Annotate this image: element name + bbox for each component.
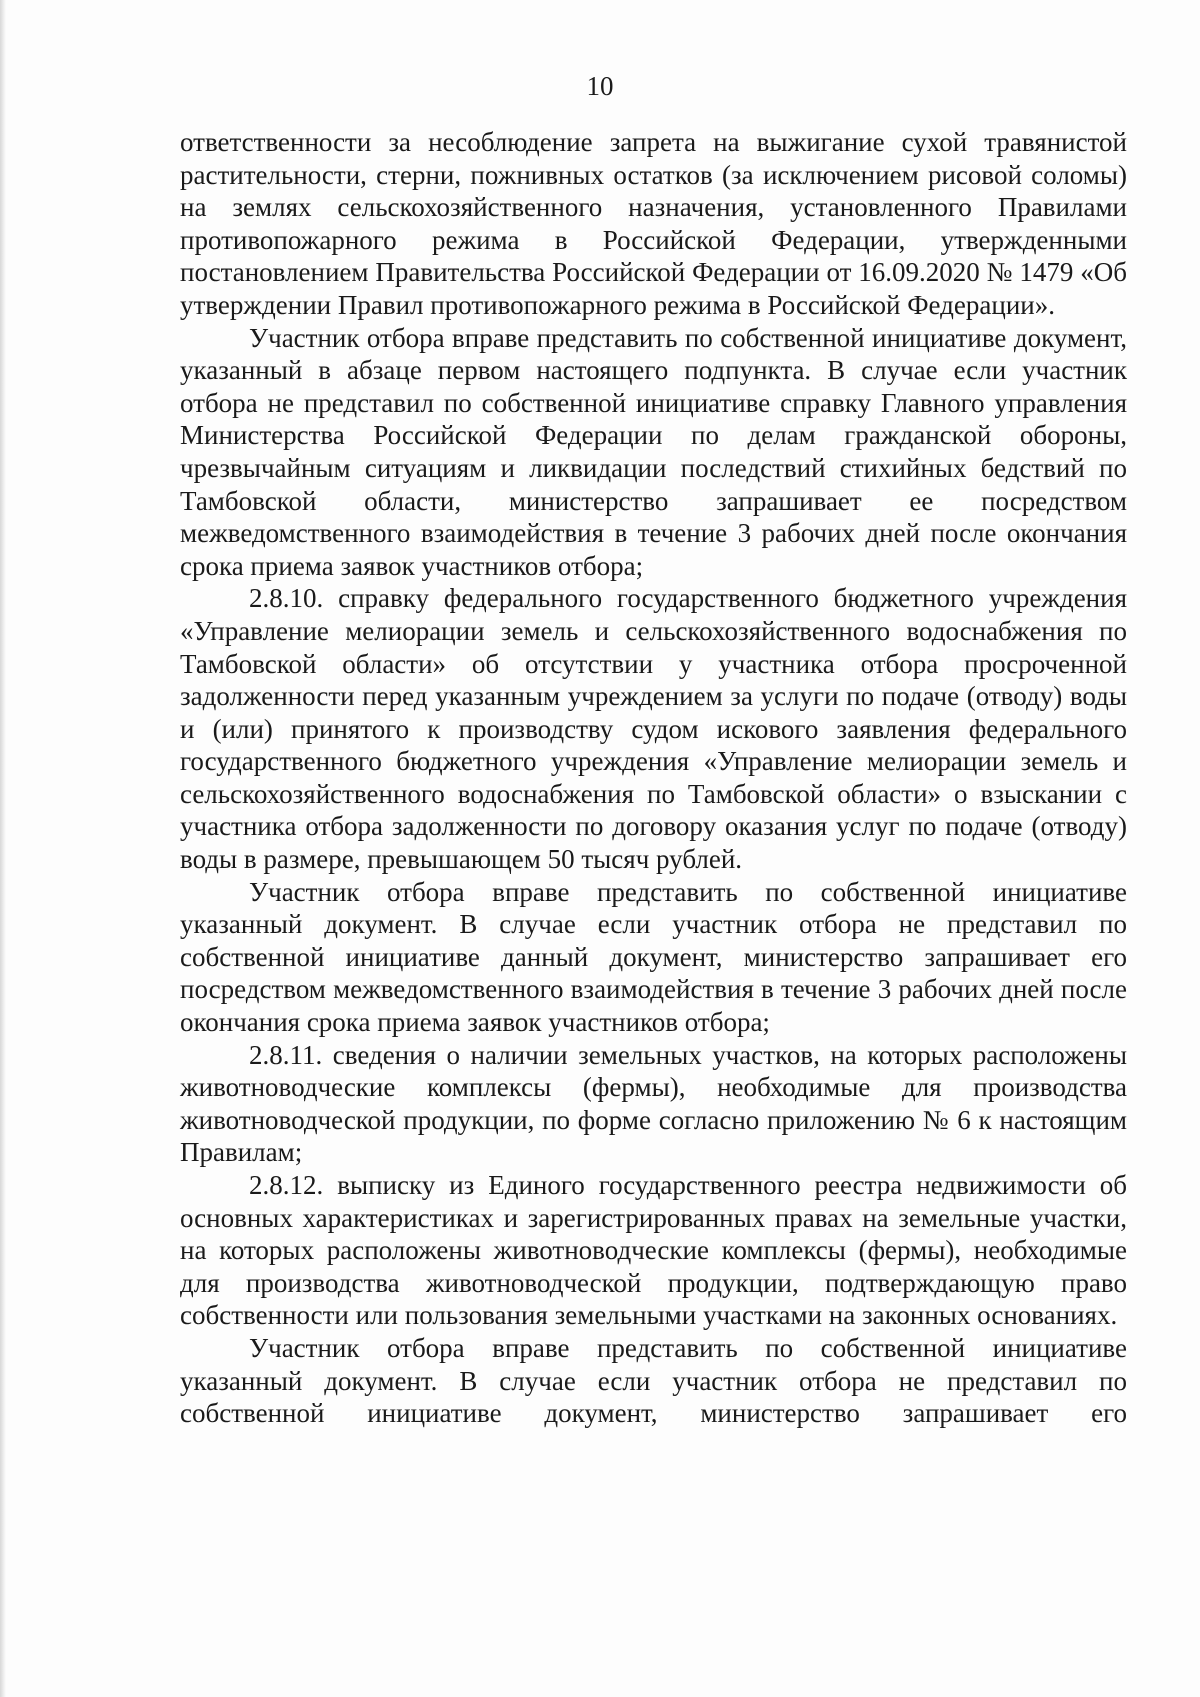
document-body [180, 126, 1127, 1430]
paragraph-truncated: Участник отбора вправе представить по собственной инициативе указанный документ. В случае если участник отбора не представил по собственной инициативе документ, министерство запрашивает его [180, 1332, 1127, 1429]
paragraph: Участник отбора вправе представить по собственной инициативе документ, указанный в абзаце первом настоящего подпункта. В случае если участник отбора не представил по собственной инициативе справку Главного управления Министерства Российской Федерации по делам гражданской обороны, чрезвычайным ситуациям и ликвидации последствий стихийных бедствий по Тамбовской области, министерство запрашивает ее посредством межведомственного взаимодействия в течение 3 рабочих дней после окончания срока приема заявок участников отбора; [180, 322, 1127, 581]
paragraph-continuation: ответственности за несоблюдение запрета на выжигание сухой травянистой растительности, стерни, пожнивных остатков (за исключением рисовой соломы) на землях сельскохозяйственного назначения, установленного Правилами противопожарного режима в Российской Федерации, утвержденными постановлением Правительства Российской Федерации от 16.09.2020 № 1479 «Об утверждении Правил противопожарного режима в Российской Федерации». [180, 127, 1127, 320]
scan-edge [0, 0, 6, 1697]
paragraph-item-2-8-12: 2.8.12. выписку из Единого государственного реестра недвижимости об основных характеристиках и зарегистрированных правах на земельные участки, на которых расположены животноводческие комплексы (фермы), необходимые для производства животноводческой продукции, подтверждающую право собственности или пользования земельными участками на законных основаниях. [180, 1170, 1127, 1331]
paragraph: Участник отбора вправе представить по собственной инициативе указанный документ. В случае если участник отбора не представил по собственной инициативе данный документ, министерство запрашивает его посредством межведомственного взаимодействия в течение 3 рабочих дней после окончания срока приема заявок участников отбора; [180, 876, 1127, 1038]
paragraph-item-2-8-10: 2.8.10. справку федерального государственного бюджетного учреждения «Управление мелиорации земель и сельскохозяйственного водоснабжения по Тамбовской области» об отсутствии у участника отбора просроченной задолженности перед указанным учреждением за услуги по подаче (отводу) воды и (или) принятого к производству судом искового заявления федерального государственного бюджетного учреждения «Управление мелиорации земель и сельскохозяйственного водоснабжения по Тамбовской области» о взыскании с участника отбора задолженности по договору оказания услуг по подаче (отводу) воды в размере, превышающем 50 тысяч рублей. [180, 583, 1127, 875]
page-number: 10 [586, 71, 614, 101]
paragraph-item-2-8-11: 2.8.11. сведения о наличии земельных участков, на которых расположены животноводческие комплексы (фермы), необходимые для производства животноводческой продукции, по форме согласно приложению № 6 к настоящим Правилам; [180, 1039, 1127, 1168]
